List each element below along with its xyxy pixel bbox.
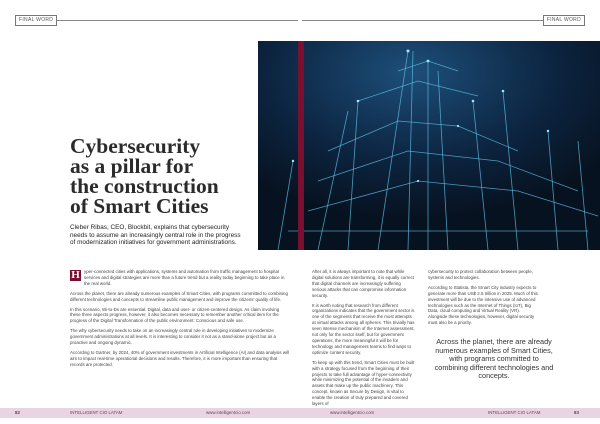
section-tag-right: FINAL WORD	[543, 15, 585, 26]
paragraph: cybersecurity to protect collaboration between people, systems and technologies.	[428, 269, 533, 280]
body-column-2	[312, 269, 416, 411]
pull-quote: Across the planet, there are already numerous examples of Smart Cities, with programs committed to combining different technologies and concepts.	[434, 337, 554, 380]
article-standfirst: Cleber Ribas, CEO, Blockbit, explains that cybersecurity needs to assume an increasingly central role in the progress of modernization initiatives for government administrations.	[70, 224, 241, 247]
page-number-left: 82	[15, 410, 20, 415]
accent-bar	[298, 41, 304, 250]
header-rule-left	[42, 20, 298, 21]
footer-url-right[interactable]: www.intelligentcio.com	[330, 410, 375, 415]
footer-brand-right: INTELLIGENT CIO LATAM	[488, 410, 541, 415]
paragraph: After all, it is always important to note that while digital solutions are transforming, it is equally correct that digital channels are increasingly suffering serious attacks that can compromise information security.	[312, 269, 415, 298]
footer-brand-left: INTELLIGENT CIO LATAM	[70, 410, 123, 415]
section-tag-left: FINAL WORD	[15, 15, 57, 26]
page-number-right: 83	[574, 410, 579, 415]
paragraph: The why cybersecurity needs to take on an increasingly central role in developing initiatives to modernize government administrations at all levels. It is interesting to consider it not as a stand-alone project but as a proactive and ongoing dynamic.	[70, 328, 276, 346]
header-rule-right	[302, 20, 546, 21]
paragraph: According to Statista, the Smart City industry expects to generate more than US$ 2.5 trillion in 2025. Much of this investment will be due to the intensive use of advanced technologies such as the Internet of Things (IoT), Big Data, cloud computing and Virtual Reality (VR). Alongside these technologies, however, digital security must also be a priority.	[428, 284, 538, 326]
paragraph: In this scenario, Wi-to-Ds are essential. Digital, data and user- or citizen-centered design. As claim involving these three aspects progress, however, it also becomes necessary to remember another critical item for the progress of the Digital Transformation of the public environment: Conscious and safe use.	[70, 306, 280, 324]
smart-city-wireframe-image	[258, 41, 600, 250]
body-column-3	[428, 269, 540, 330]
title-line: Cybersecurity	[70, 134, 201, 158]
title-line: as a pillar for	[70, 154, 194, 178]
page-footer	[0, 408, 600, 418]
footer-url-left[interactable]: www.intelligentcio.com	[206, 410, 251, 415]
title-line: of Smart Cities	[70, 194, 209, 218]
body-column-1	[70, 269, 290, 372]
paragraph: H yper-connected cities with applications, systems and automation from traffic management to hospital services and digital strategies are more than a future trend but a reality today beginning to take place in the real world.	[71, 269, 285, 286]
paragraph: Across the planet, there are already numerous examples of Smart Cities, with programs committed to combining different technologies and concepts to streamline public management and improve the citizens' quality of life.	[70, 290, 288, 302]
article-title	[70, 136, 245, 216]
drop-cap: H	[71, 269, 80, 281]
paragraph: According to Gartner, by 2024, 40% of government investments in Artificial Intelligence (AI) and data analysis will aim to impact real-time operational decisions and results. Therefore, it is more important than ensuring that records are protected.	[70, 349, 289, 367]
title-line: the construction	[70, 174, 219, 198]
paragraph: It is worth noting that research from different organizations indicates that the government sector is one of the segments that receive the most attempts at virtual attacks among all spheres. This trivially has seen intense mechanism of the Internet assessment, not only for the sector itself, but for government operations, the more meaningful it will be for technology and management teams to find ways to optimize content security.	[312, 302, 415, 355]
paragraph: To keep up with this trend, Smart Cities must be built with a strategy focused from the beginning of their projects to take full advantage of hyper-connectivity while minimizing the potential of the invaders and assets that make up the public machinery. This concept, known as Secure by Design, is vital to enable the creation of truly prepared and covered layers of	[312, 359, 415, 407]
